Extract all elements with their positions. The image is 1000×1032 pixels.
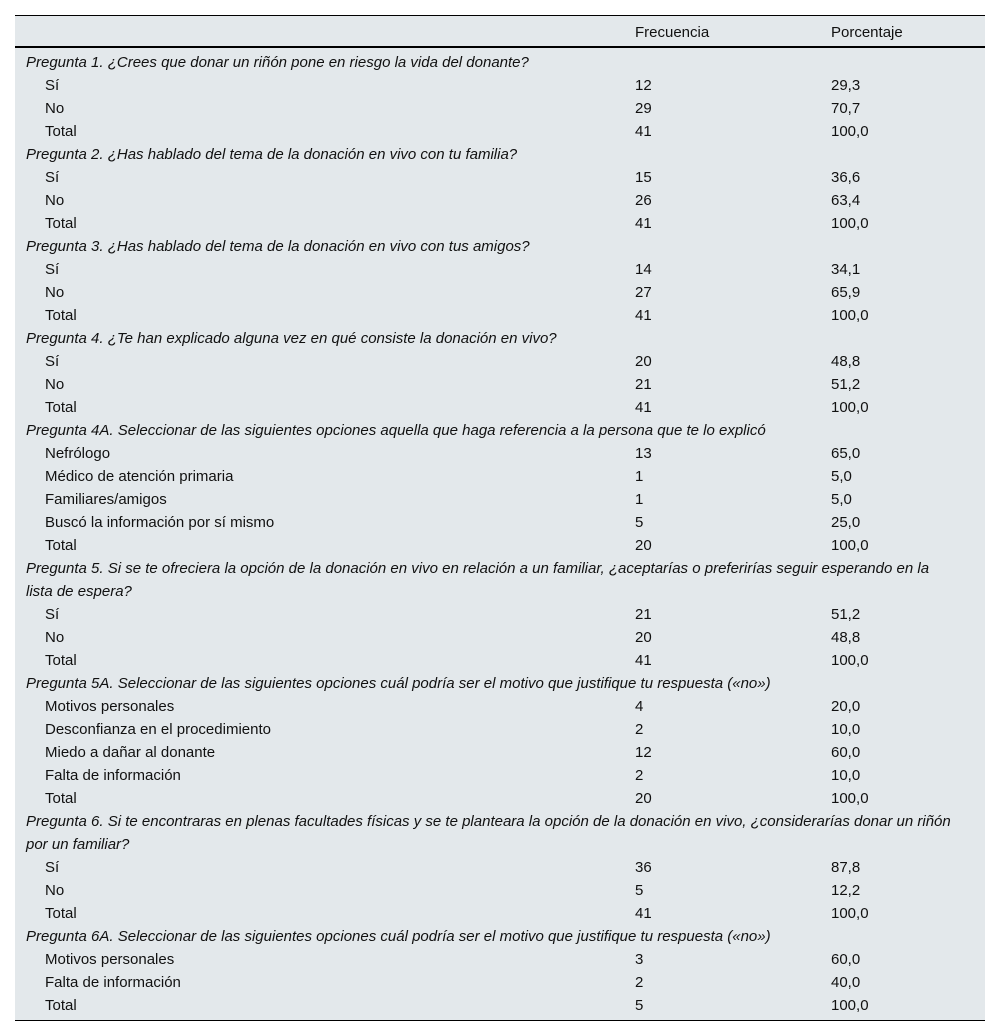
table-row <box>15 488 985 511</box>
table-row <box>15 74 985 97</box>
answer-label: Médico de atención primaria <box>45 468 234 485</box>
table-row <box>15 373 985 396</box>
table-row <box>15 741 985 764</box>
table-row <box>15 764 985 787</box>
frequency-cell: 20 <box>635 537 652 554</box>
percentage-cell: 100,0 <box>831 905 869 922</box>
answer-label: Falta de información <box>45 974 181 991</box>
question-text: Pregunta 1. ¿Crees que donar un riñón pone en riesgo la vida del donante? <box>26 54 529 71</box>
question-text: Pregunta 2. ¿Has hablado del tema de la donación en vivo con tu familia? <box>26 146 518 163</box>
table-row <box>15 695 985 718</box>
frequency-cell: 1 <box>635 468 644 485</box>
answer-label: No <box>45 192 65 209</box>
frequency-cell: 2 <box>635 721 644 738</box>
table-row <box>15 879 985 902</box>
question-text: Pregunta 4A. Seleccionar de las siguientes opciones aquella que haga referencia a la persona que te lo explicó <box>26 422 766 439</box>
percentage-cell: 10,0 <box>831 767 861 784</box>
answer-label: Total <box>45 307 77 324</box>
frequency-cell: 29 <box>635 100 652 117</box>
table-row <box>15 281 985 304</box>
frequency-cell: 41 <box>635 652 652 669</box>
frequency-cell: 2 <box>635 767 644 784</box>
table-row <box>15 258 985 281</box>
data-table <box>15 16 985 1020</box>
frequency-cell: 36 <box>635 859 652 876</box>
answer-label: Total <box>45 790 77 807</box>
percentage-cell: 65,9 <box>831 284 861 301</box>
question-text: Pregunta 3. ¿Has hablado del tema de la donación en vivo con tus amigos? <box>26 238 530 255</box>
frequency-cell: 41 <box>635 905 652 922</box>
percentage-cell: 100,0 <box>831 215 869 232</box>
table-row <box>15 350 985 373</box>
question-row <box>15 327 985 350</box>
table-row <box>15 442 985 465</box>
frequency-cell: 26 <box>635 192 652 209</box>
answer-label: Nefrólogo <box>45 445 111 462</box>
header-row <box>15 16 985 47</box>
answer-label: Buscó la información por sí mismo <box>45 514 275 531</box>
percentage-cell: 87,8 <box>831 859 861 876</box>
answer-label: Miedo a dañar al donante <box>45 744 216 761</box>
question-row <box>15 672 985 695</box>
answer-label: No <box>45 629 65 646</box>
answer-label: Sí <box>45 169 60 186</box>
frequency-cell: 21 <box>635 606 652 623</box>
percentage-cell: 40,0 <box>831 974 861 991</box>
frequency-cell: 20 <box>635 353 652 370</box>
question-text: Pregunta 5. Si se te ofreciera la opción de la donación en vivo en relación a un familiar, ¿aceptarías o preferirías seguir esperando en la lista de espera? <box>26 560 930 600</box>
table-row <box>15 97 985 120</box>
frequency-cell: 12 <box>635 77 652 94</box>
table-row <box>15 856 985 879</box>
percentage-cell: 5,0 <box>831 491 852 508</box>
percentage-cell: 100,0 <box>831 652 869 669</box>
answer-label: Total <box>45 123 77 140</box>
question-row <box>15 143 985 166</box>
percentage-cell: 100,0 <box>831 790 869 807</box>
answer-label: No <box>45 882 65 899</box>
answer-label: Sí <box>45 261 60 278</box>
percentage-cell: 48,8 <box>831 629 861 646</box>
answer-label: Total <box>45 399 77 416</box>
question-text: Pregunta 4. ¿Te han explicado alguna vez en qué consiste la donación en vivo? <box>26 330 557 347</box>
table-row <box>15 649 985 672</box>
percentage-cell: 5,0 <box>831 468 852 485</box>
question-row <box>15 810 985 856</box>
percentage-cell: 100,0 <box>831 997 869 1014</box>
answer-label: Total <box>45 652 77 669</box>
answer-label: No <box>45 284 65 301</box>
answer-label: Sí <box>45 77 60 94</box>
answer-label: Sí <box>45 606 60 623</box>
percentage-cell: 36,6 <box>831 169 861 186</box>
table-row <box>15 212 985 235</box>
percentage-cell: 100,0 <box>831 123 869 140</box>
table-row <box>15 718 985 741</box>
answer-label: Falta de información <box>45 767 181 784</box>
percentage-cell: 65,0 <box>831 445 861 462</box>
question-row <box>15 557 985 603</box>
answer-label: Total <box>45 537 77 554</box>
table-row <box>15 971 985 994</box>
answer-label: Familiares/amigos <box>45 491 167 508</box>
frequency-cell: 41 <box>635 399 652 416</box>
answer-label: Total <box>45 997 77 1014</box>
question-row <box>15 925 985 948</box>
percentage-cell: 29,3 <box>831 77 861 94</box>
frequency-cell: 27 <box>635 284 652 301</box>
percentage-cell: 100,0 <box>831 307 869 324</box>
percentage-cell: 100,0 <box>831 537 869 554</box>
question-row <box>15 235 985 258</box>
table-row <box>15 787 985 810</box>
percentage-cell: 20,0 <box>831 698 861 715</box>
percentage-cell: 10,0 <box>831 721 861 738</box>
answer-label: Total <box>45 215 77 232</box>
question-text: Pregunta 6A. Seleccionar de las siguientes opciones cuál podría ser el motivo que justifique tu respuesta («no») <box>26 928 771 945</box>
percentage-cell: 34,1 <box>831 261 861 278</box>
table-row <box>15 166 985 189</box>
table-row <box>15 189 985 212</box>
frequency-cell: 21 <box>635 376 652 393</box>
header-label <box>15 16 635 47</box>
percentage-cell: 60,0 <box>831 951 861 968</box>
frequency-cell: 3 <box>635 951 644 968</box>
table-row <box>15 603 985 626</box>
table-row <box>15 465 985 488</box>
question-row <box>15 47 985 74</box>
percentage-cell: 70,7 <box>831 100 861 117</box>
percentage-cell: 60,0 <box>831 744 861 761</box>
percentage-cell: 12,2 <box>831 882 861 899</box>
table-row <box>15 534 985 557</box>
percentage-cell: 100,0 <box>831 399 869 416</box>
question-text: Pregunta 6. Si te encontraras en plenas facultades físicas y se te planteara la opción de la donación en vivo, ¿considerarías donar un riñón por un familiar? <box>26 813 951 853</box>
percentage-cell: 63,4 <box>831 192 861 209</box>
table-row <box>15 120 985 143</box>
frequency-cell: 4 <box>635 698 644 715</box>
frequency-cell: 13 <box>635 445 652 462</box>
header-porcentaje: Porcentaje <box>831 16 985 47</box>
answer-label: Sí <box>45 859 60 876</box>
question-text: Pregunta 5A. Seleccionar de las siguientes opciones cuál podría ser el motivo que justifique tu respuesta («no») <box>26 675 771 692</box>
header-frecuencia: Frecuencia <box>635 16 831 47</box>
answer-label: Desconfianza en el procedimiento <box>45 721 271 738</box>
frequency-cell: 5 <box>635 882 644 899</box>
percentage-cell: 25,0 <box>831 514 861 531</box>
frequency-cell: 15 <box>635 169 652 186</box>
frequency-cell: 2 <box>635 974 644 991</box>
frequency-cell: 14 <box>635 261 652 278</box>
table-body <box>15 47 985 1020</box>
percentage-cell: 51,2 <box>831 376 861 393</box>
question-row <box>15 419 985 442</box>
answer-label: Total <box>45 905 77 922</box>
answer-label: Sí <box>45 353 60 370</box>
answer-label: Motivos personales <box>45 698 175 715</box>
table-row <box>15 994 985 1020</box>
table-row <box>15 626 985 649</box>
frequency-cell: 41 <box>635 123 652 140</box>
percentage-cell: 51,2 <box>831 606 861 623</box>
answer-label: No <box>45 376 65 393</box>
table-row <box>15 396 985 419</box>
frequency-cell: 41 <box>635 307 652 324</box>
answer-label: No <box>45 100 65 117</box>
answer-label: Motivos personales <box>45 951 175 968</box>
table-row <box>15 511 985 534</box>
survey-results-table <box>15 15 985 1021</box>
frequency-cell: 20 <box>635 790 652 807</box>
frequency-cell: 5 <box>635 997 644 1014</box>
frequency-cell: 1 <box>635 491 644 508</box>
table-row <box>15 948 985 971</box>
table-row <box>15 902 985 925</box>
frequency-cell: 20 <box>635 629 652 646</box>
frequency-cell: 12 <box>635 744 652 761</box>
percentage-cell: 48,8 <box>831 353 861 370</box>
table-row <box>15 304 985 327</box>
frequency-cell: 41 <box>635 215 652 232</box>
frequency-cell: 5 <box>635 514 644 531</box>
